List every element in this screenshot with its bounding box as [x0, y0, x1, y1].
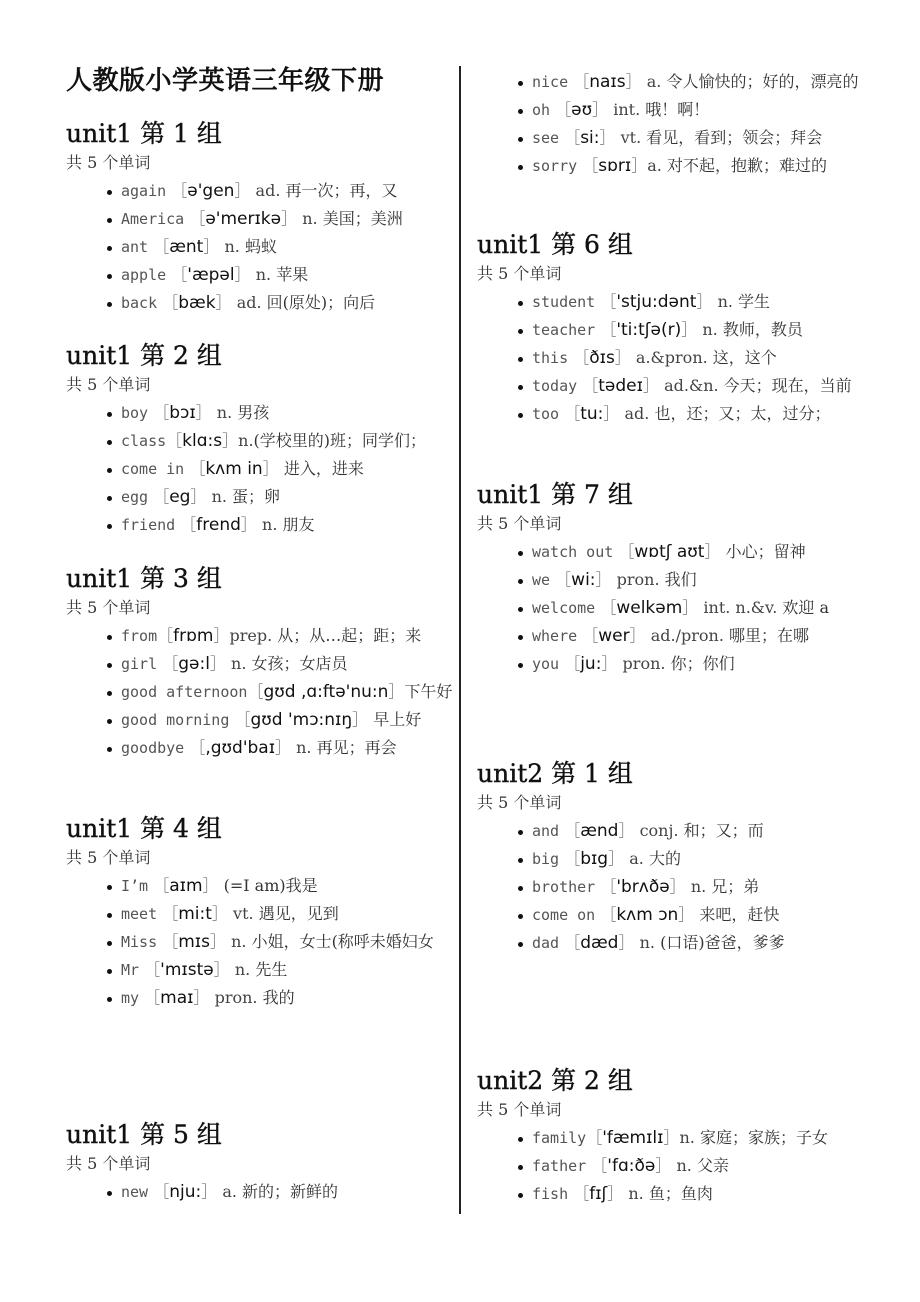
word-group [66, 1118, 456, 1206]
part-of-speech: ad./pron. [650, 626, 724, 645]
english-word: egg [121, 488, 149, 506]
word-entry: good morning ［gʊd 'mɔ:nɪŋ］ 早上好 [106, 706, 461, 734]
group-title: unit1 第 3 组 [66, 564, 222, 593]
word-count: 共 5 个单词 [66, 153, 151, 172]
word-entry: this ［ðɪs］ a.&pron. 这，这个 [517, 344, 872, 372]
part-of-speech: ad. [236, 293, 262, 312]
meaning: 蛋；卵 [232, 487, 281, 506]
meaning: 蚂蚁 [244, 237, 277, 256]
meaning: 也，还；又；太，过分； [654, 404, 831, 423]
part-of-speech: n. [702, 320, 718, 339]
phonetic: fɪʃ [589, 1184, 608, 1204]
part-of-speech: int. [613, 100, 641, 119]
meaning: 来吧，赶快 [699, 905, 780, 924]
word-entry: oh ［əʊ］ int. 哦！啊！ [517, 96, 872, 124]
phonetic: ænd [580, 821, 619, 841]
word-entry: fish ［fɪʃ］ n. 鱼；鱼肉 [517, 1180, 872, 1208]
meaning: 今天；现在，当前 [723, 376, 852, 395]
word-group [66, 562, 456, 762]
part-of-speech: n. [216, 403, 233, 422]
word-entry: new ［nju:］ a. 新的；新鲜的 [106, 1178, 461, 1206]
word-entry: egg ［eg］ n. 蛋；卵 [106, 483, 461, 511]
english-word: class [121, 432, 167, 450]
part-of-speech: int. n.&v. [703, 598, 778, 617]
part-of-speech: n. [302, 209, 318, 228]
part-of-speech: a. [646, 72, 662, 91]
meaning: 女孩；女店员 [251, 654, 348, 673]
word-entry: friend ［frend］ n. 朋友 [106, 511, 461, 539]
english-word: watch out [532, 543, 614, 561]
part-of-speech: a. [222, 1182, 237, 1201]
meaning: 哪里；在哪 [729, 626, 810, 645]
part-of-speech: n. [234, 960, 251, 979]
english-word: where [532, 627, 578, 645]
part-of-speech: n. [238, 431, 254, 450]
word-count: 共 5 个单词 [477, 264, 562, 283]
meaning: 朋友 [282, 515, 315, 534]
phonetic: ,gʊd'baɪ [205, 738, 276, 758]
english-word: good afternoon [121, 683, 248, 701]
phonetic: naɪs [589, 72, 626, 92]
meaning: 再一次；再，又 [285, 181, 398, 200]
group-title: unit1 第 5 组 [66, 1120, 222, 1149]
meaning: 和；又；而 [683, 821, 764, 840]
english-word: this [532, 349, 569, 367]
english-word: fish [532, 1185, 569, 1203]
phonetic: klɑ:s [182, 431, 223, 451]
phonetic: ðɪs [589, 348, 615, 368]
word-entry: girl ［gə:l］ n. 女孩；女店员 [106, 650, 461, 678]
phonetic: nju: [169, 1182, 202, 1202]
phonetic: ə'merɪkə [205, 209, 282, 229]
word-entry: you ［ju:］ pron. 你；你们 [517, 650, 872, 678]
phonetic: ænt [169, 237, 204, 257]
word-group [66, 339, 456, 539]
word-list [477, 68, 867, 180]
part-of-speech: n. [296, 738, 312, 757]
word-list [477, 538, 867, 678]
word-entry: brother ［'brʌðə］ n. 兄；弟 [517, 873, 872, 901]
english-word: boy [121, 404, 149, 422]
part-of-speech: ad. [255, 181, 281, 200]
phonetic: tu: [580, 404, 604, 424]
phonetic: mɪs [178, 932, 210, 952]
english-word: too [532, 405, 560, 423]
word-group [477, 478, 867, 678]
part-of-speech: pron. [622, 654, 666, 673]
group-title: unit1 第 6 组 [477, 230, 633, 259]
english-word: friend [121, 516, 176, 534]
meaning: 学生 [738, 292, 771, 311]
word-entry: America ［ə'merɪkə］ n. 美国；美洲 [106, 205, 461, 233]
phonetic: 'æpəl [187, 265, 235, 285]
word-group [477, 1064, 867, 1208]
meaning: 从；从…起；距；来 [277, 626, 422, 645]
english-word: Miss [121, 933, 158, 951]
meaning: 看见，看到；领会；拜会 [646, 128, 823, 147]
part-of-speech: n. [679, 1128, 695, 1147]
english-word: today [532, 377, 578, 395]
phonetic: gʊd ,ɑ:ftə'nu:n [263, 682, 389, 702]
meaning: 对不起，抱歉；难过的 [666, 156, 827, 175]
meaning: 令人愉快的；好的，漂亮的 [666, 72, 859, 91]
english-word: ant [121, 238, 149, 256]
word-entry: Mr ［'mɪstə］ n. 先生 [106, 956, 461, 984]
word-group [66, 117, 456, 317]
word-entry: boy ［bɔɪ］ n. 男孩 [106, 399, 461, 427]
word-entry: father ［'fɑ:ðə］ n. 父亲 [517, 1152, 872, 1180]
word-entry: come on ［kʌm ɔn］ 来吧，赶快 [517, 901, 872, 929]
phonetic: welkəm [616, 598, 683, 618]
part-of-speech: vt. [620, 128, 642, 147]
english-word: America [121, 210, 185, 228]
part-of-speech: a. [629, 849, 644, 868]
part-of-speech: n. [224, 237, 240, 256]
word-entry: good afternoon［gʊd ,ɑ:ftə'nu:n］下午好 [106, 678, 461, 706]
meaning: 美国；美洲 [322, 209, 403, 228]
word-entry: watch out ［wɒtʃ aʊt］ 小心；留神 [517, 538, 872, 566]
word-entry: too ［tu:］ ad. 也，还；又；太，过分； [517, 400, 872, 428]
word-entry: today ［tədeɪ］ ad.&n. 今天；现在，当前 [517, 372, 872, 400]
word-list [66, 622, 456, 762]
phonetic: mi:t [178, 904, 212, 924]
meaning: 苹果 [276, 265, 309, 284]
phonetic: əʊ [571, 100, 593, 120]
english-word: from [121, 627, 158, 645]
english-word: back [121, 294, 158, 312]
part-of-speech: pron. [214, 988, 258, 1007]
word-list [477, 1124, 867, 1208]
english-word: nice [532, 73, 569, 91]
meaning: 家庭；家族；子女 [699, 1128, 828, 1147]
word-group [66, 812, 456, 1012]
word-entry: I’m ［aɪm］ (=I am)我是 [106, 872, 461, 900]
english-word: oh [532, 101, 551, 119]
meaning: 新的；新鲜的 [242, 1182, 339, 1201]
word-count: 共 5 个单词 [477, 793, 562, 812]
phonetic: 'stju:dənt [616, 292, 697, 312]
word-entry: and ［ænd］ conj. 和；又；而 [517, 817, 872, 845]
meaning: 你；你们 [670, 654, 735, 673]
english-word: goodbye [121, 739, 185, 757]
meaning: 欢迎 a [782, 598, 830, 617]
word-count: 共 5 个单词 [477, 514, 562, 533]
group-title: unit1 第 2 组 [66, 341, 222, 370]
word-entry: student ［'stju:dənt］ n. 学生 [517, 288, 872, 316]
meaning: 先生 [255, 960, 288, 979]
english-word: come in [121, 460, 185, 478]
part-of-speech: conj. [639, 821, 679, 840]
part-of-speech: n. [639, 933, 655, 952]
part-of-speech: n. [231, 932, 247, 951]
part-of-speech: ad. [624, 404, 650, 423]
phonetic: wer [598, 626, 630, 646]
phonetic: gʊd 'mɔ:nɪŋ [250, 710, 353, 730]
word-entry: come in ［kʌm in］ 进入，进来 [106, 455, 461, 483]
phonetic: bæk [178, 293, 216, 313]
part-of-speech: n. [690, 877, 707, 896]
word-group [477, 757, 867, 957]
group-title: unit2 第 2 组 [477, 1066, 633, 1095]
part-of-speech: a.&pron. [635, 348, 708, 367]
english-word: teacher [532, 321, 596, 339]
phonetic: 'mɪstə [160, 960, 214, 980]
english-word: and [532, 822, 560, 840]
phonetic: si: [580, 128, 600, 148]
word-count: 共 5 个单词 [66, 375, 151, 394]
english-word: apple [121, 266, 167, 284]
part-of-speech: n. [211, 487, 227, 506]
part-of-speech: ad.&n. [664, 376, 719, 395]
meaning: 男孩 [237, 403, 270, 422]
phonetic: kʌm in [205, 459, 263, 479]
meaning: (口语)爸爸，爹爹 [660, 933, 785, 952]
meaning: (=I am)我是 [223, 876, 318, 895]
meaning: 早上好 [373, 710, 422, 729]
english-word: my [121, 989, 140, 1007]
phonetic: ju: [580, 654, 602, 674]
english-word: you [532, 655, 560, 673]
document-title: 人教版小学英语三年级下册 [66, 66, 385, 96]
word-count: 共 5 个单词 [66, 598, 151, 617]
english-word: family [532, 1129, 587, 1147]
word-entry: we ［wi:］ pron. 我们 [517, 566, 872, 594]
word-entry: again ［ə'gen］ ad. 再一次；再，又 [106, 177, 461, 205]
word-entry: back ［bæk］ ad. 回(原处)；向后 [106, 289, 461, 317]
word-group [477, 228, 867, 428]
phonetic: bɪg [580, 849, 609, 869]
phonetic: frend [196, 515, 241, 535]
phonetic: gə:l [178, 654, 210, 674]
meaning: 鱼；鱼肉 [648, 1184, 713, 1203]
english-word: dad [532, 934, 560, 952]
english-word: new [121, 1183, 149, 1201]
word-entry: dad ［dæd］ n. (口语)爸爸，爹爹 [517, 929, 872, 957]
part-of-speech: n. [231, 654, 247, 673]
part-of-speech: pron. [616, 570, 660, 589]
phonetic: sɒrɪ [598, 156, 632, 176]
phonetic: kʌm ɔn [616, 905, 679, 925]
phonetic: 'fæmɪlɪ [602, 1128, 664, 1148]
english-word: good morning [121, 711, 230, 729]
word-entry: big ［bɪg］ a. 大的 [517, 845, 872, 873]
word-entry: family［'fæmɪlɪ］n. 家庭；家族；子女 [517, 1124, 872, 1152]
meaning: 下午好 [404, 682, 453, 701]
meaning: 兄；弟 [711, 877, 760, 896]
meaning: 回(原处)；向后 [266, 293, 376, 312]
word-entry: ant ［ænt］ n. 蚂蚁 [106, 233, 461, 261]
word-entry: teacher ［'ti:tʃə(r)］ n. 教师，教员 [517, 316, 872, 344]
english-word: student [532, 293, 596, 311]
word-list [66, 872, 456, 1012]
phonetic: tədeɪ [598, 376, 643, 396]
phonetic: maɪ [160, 988, 194, 1008]
english-word: see [532, 129, 560, 147]
part-of-speech: n. [262, 515, 278, 534]
word-entry: class［klɑ:s］n.(学校里的)班；同学们； [106, 427, 461, 455]
word-count: 共 5 个单词 [66, 848, 151, 867]
word-list [66, 399, 456, 539]
meaning: 父亲 [696, 1156, 729, 1175]
word-entry: apple ［'æpəl］ n. 苹果 [106, 261, 461, 289]
meaning: 我们 [664, 570, 697, 589]
english-word: big [532, 850, 560, 868]
word-list [477, 288, 867, 428]
english-word: come on [532, 906, 596, 924]
word-entry: sorry ［sɒrɪ］a. 对不起，抱歉；难过的 [517, 152, 872, 180]
group-title: unit1 第 4 组 [66, 814, 222, 843]
english-word: sorry [532, 157, 578, 175]
group-title: unit1 第 7 组 [477, 480, 633, 509]
meaning: 大的 [648, 849, 681, 868]
english-word: brother [532, 878, 596, 896]
phonetic: eg [169, 487, 191, 507]
group-title: unit1 第 1 组 [66, 119, 222, 148]
meaning: 我的 [262, 988, 295, 1007]
word-group-continued [477, 68, 867, 180]
word-entry: goodbye ［,gʊd'baɪ］ n. 再见；再会 [106, 734, 461, 762]
english-word: meet [121, 905, 158, 923]
phonetic: frɒm [173, 626, 214, 646]
meaning: 小姐，女士(称呼未婚妇女 [251, 932, 434, 951]
meaning: 哦！啊！ [645, 100, 710, 119]
english-word: Mr [121, 961, 140, 979]
meaning: 进入，进来 [283, 459, 364, 478]
word-list [477, 817, 867, 957]
meaning: 小心；留神 [725, 542, 806, 561]
meaning: 再见；再会 [316, 738, 397, 757]
meaning: 这，这个 [712, 348, 777, 367]
word-list [66, 177, 456, 317]
word-entry: Miss ［mɪs］ n. 小姐，女士(称呼未婚妇女 [106, 928, 461, 956]
english-word: we [532, 571, 551, 589]
part-of-speech: vt. [233, 904, 254, 923]
part-of-speech: prep. [229, 626, 273, 645]
word-count: 共 5 个单词 [66, 1154, 151, 1173]
meaning: (学校里的)班；同学们； [253, 431, 427, 450]
part-of-speech: n. [255, 265, 272, 284]
phonetic: wɒtʃ aʊt [634, 542, 705, 562]
part-of-speech: n. [717, 292, 733, 311]
word-entry: where ［wer］ ad./pron. 哪里；在哪 [517, 622, 872, 650]
phonetic: 'brʌðə [616, 877, 670, 897]
phonetic: ə'gen [187, 181, 235, 201]
english-word: again [121, 182, 167, 200]
english-word: welcome [532, 599, 596, 617]
part-of-speech: n. [628, 1184, 644, 1203]
english-word: father [532, 1157, 587, 1175]
word-entry: see ［si:］ vt. 看见，看到；领会；拜会 [517, 124, 872, 152]
phonetic: 'fɑ:ðə [607, 1156, 656, 1176]
part-of-speech: n. [676, 1156, 692, 1175]
part-of-speech: a. [647, 156, 662, 175]
word-entry: my ［maɪ］ pron. 我的 [106, 984, 461, 1012]
word-entry: from［frɒm］prep. 从；从…起；距；来 [106, 622, 461, 650]
group-title: unit2 第 1 组 [477, 759, 633, 788]
phonetic: aɪm [169, 876, 203, 896]
phonetic: 'ti:tʃə(r) [616, 320, 682, 340]
word-count: 共 5 个单词 [477, 1100, 562, 1119]
word-entry: meet ［mi:t］ vt. 遇见，见到 [106, 900, 461, 928]
phonetic: dæd [580, 933, 619, 953]
phonetic: bɔɪ [169, 403, 196, 423]
word-list [66, 1178, 456, 1206]
word-entry: nice ［naɪs］ a. 令人愉快的；好的，漂亮的 [517, 68, 872, 96]
meaning: 遇见，见到 [258, 904, 339, 923]
english-word: girl [121, 655, 158, 673]
phonetic: wi: [571, 570, 596, 590]
word-entry: welcome ［welkəm］ int. n.&v. 欢迎 a [517, 594, 872, 622]
english-word: I’m [121, 877, 149, 895]
meaning: 教师，教员 [722, 320, 803, 339]
